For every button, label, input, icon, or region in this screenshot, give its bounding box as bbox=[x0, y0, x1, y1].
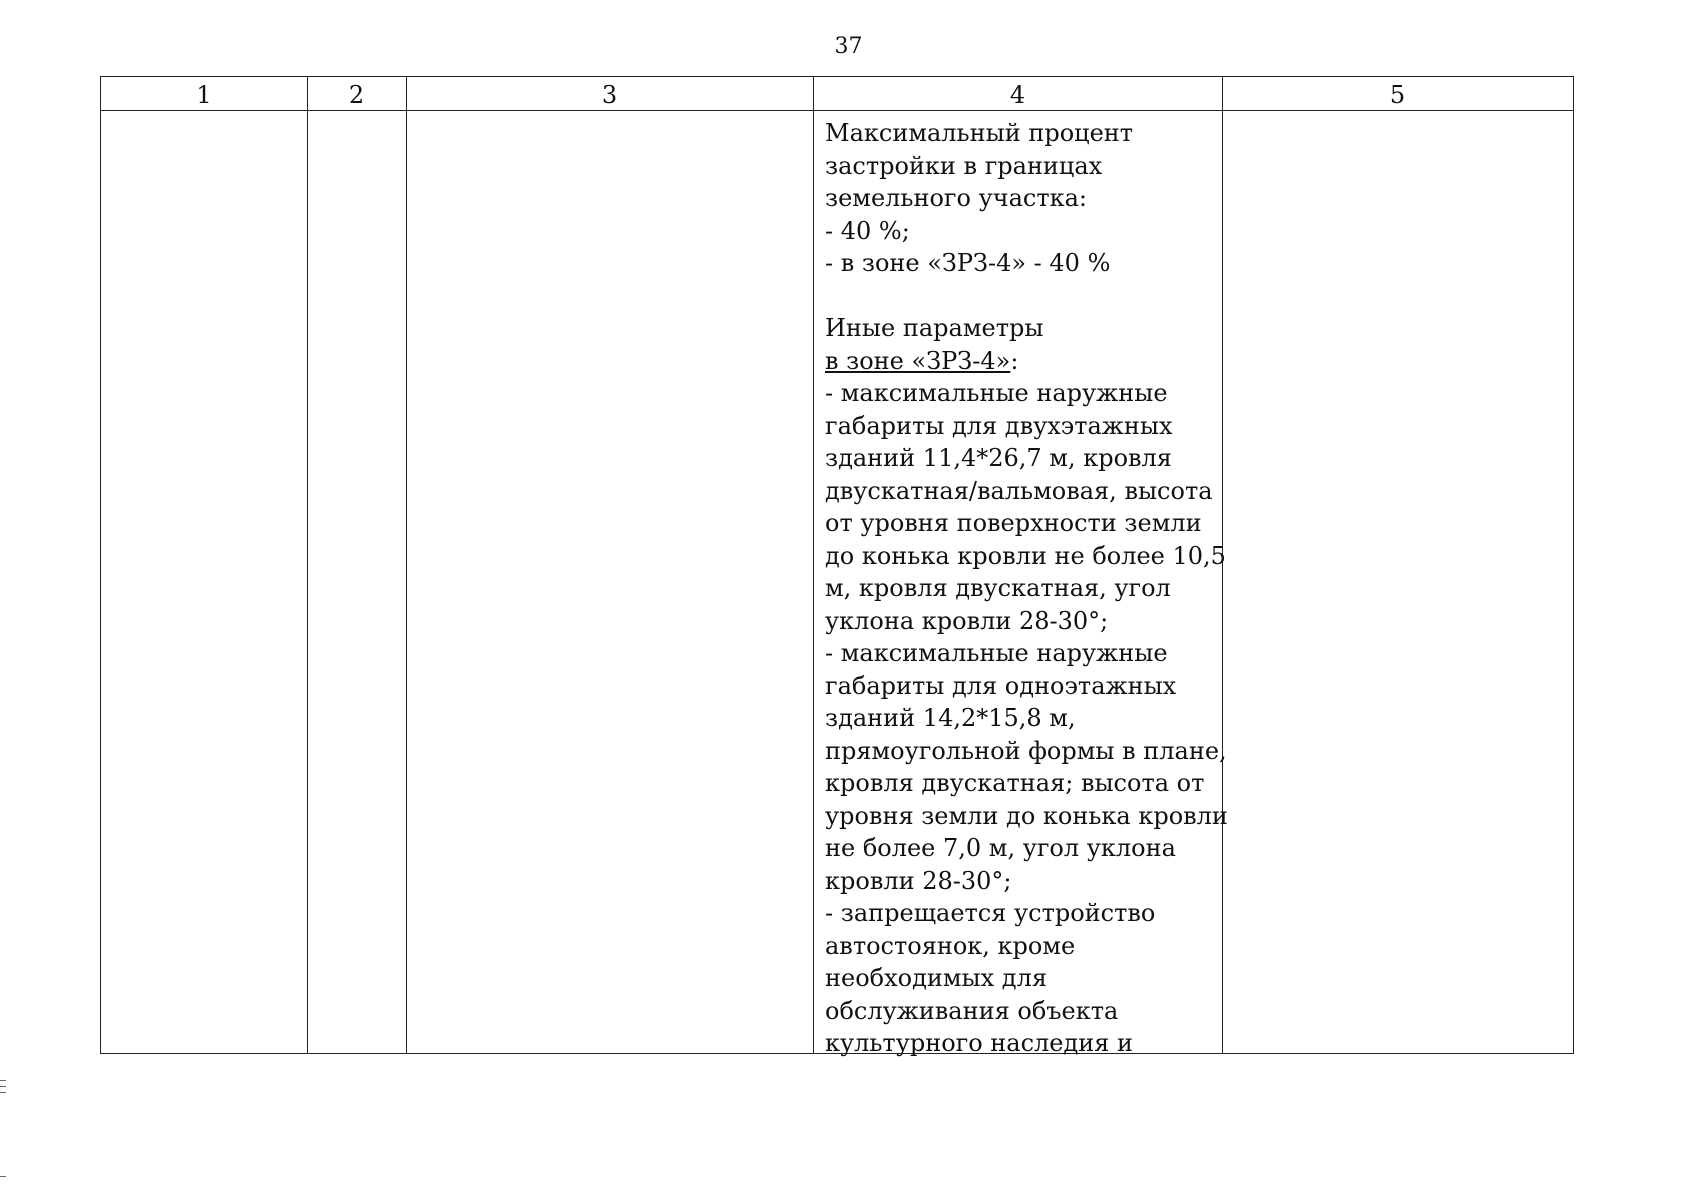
text-line: м, кровля двускатная, угол bbox=[825, 574, 1171, 602]
text-line: - в зоне «ЗРЗ-4» - 40 % bbox=[825, 249, 1111, 277]
text-line bbox=[825, 345, 1215, 378]
column-header-4: 4 bbox=[1009, 81, 1026, 109]
text-line: габариты для одноэтажных bbox=[825, 671, 1177, 700]
text-line: от уровня поверхности земли bbox=[825, 509, 1202, 537]
text-line: зданий 11,4*26,7 м, кровля bbox=[825, 444, 1172, 472]
scan-artifact bbox=[0, 1086, 6, 1087]
text-line: не более 7,0 м, угол уклона bbox=[825, 834, 1176, 862]
column-divider bbox=[406, 77, 407, 1053]
page-number: 37 bbox=[834, 34, 863, 59]
column-header-5: 5 bbox=[1389, 81, 1406, 109]
scan-artifact bbox=[0, 1080, 6, 1081]
header-divider bbox=[101, 110, 1573, 111]
text-line: необходимых для bbox=[825, 964, 1047, 992]
text-line: Иные параметры bbox=[825, 314, 1044, 342]
text-line: Максимальный процент bbox=[825, 119, 1134, 147]
text-line: - 40 %; bbox=[825, 216, 910, 245]
text-line: обслуживания объекта bbox=[825, 996, 1119, 1025]
column-divider bbox=[813, 77, 814, 1053]
text-line: - запрещается устройство bbox=[825, 899, 1156, 927]
text-line: габариты для двухэтажных bbox=[825, 411, 1173, 440]
scan-artifact bbox=[0, 1176, 6, 1177]
text-line: застройки в границах bbox=[825, 151, 1103, 180]
column-header-2: 2 bbox=[348, 81, 365, 109]
text-line: уклона кровли 28-30°; bbox=[825, 606, 1109, 635]
text-line: - максимальные наружные bbox=[825, 379, 1168, 407]
text-line: - максимальные наружные bbox=[825, 639, 1168, 667]
text-line: двускатная/вальмовая, высота bbox=[825, 476, 1213, 505]
text-line: земельного участка: bbox=[825, 184, 1087, 212]
text-suffix: : bbox=[1010, 346, 1019, 375]
column-header-1: 1 bbox=[196, 81, 212, 109]
text-line: кровли 28-30°; bbox=[825, 866, 1012, 895]
column-divider bbox=[307, 77, 308, 1053]
underlined-text: в зоне «ЗРЗ-4» bbox=[825, 346, 1011, 375]
text-line: кровля двускатная; высота от bbox=[825, 769, 1205, 797]
text-line: культурного наследия и bbox=[825, 1029, 1134, 1057]
column-header-3: 3 bbox=[601, 81, 618, 109]
text-line: уровня земли до конька кровли bbox=[825, 801, 1228, 830]
regulations-table bbox=[100, 76, 1574, 1057]
text-line bbox=[825, 280, 1215, 313]
scan-artifact bbox=[0, 1092, 6, 1093]
text-line: зданий 14,2*15,8 м, bbox=[825, 704, 1076, 732]
column-4-content bbox=[825, 117, 1228, 1060]
text-line: прямоугольной формы в плане, bbox=[825, 736, 1227, 765]
text-line: до конька кровли не более 10,5 bbox=[825, 541, 1226, 570]
text-line: автостоянок, кроме bbox=[825, 931, 1076, 960]
